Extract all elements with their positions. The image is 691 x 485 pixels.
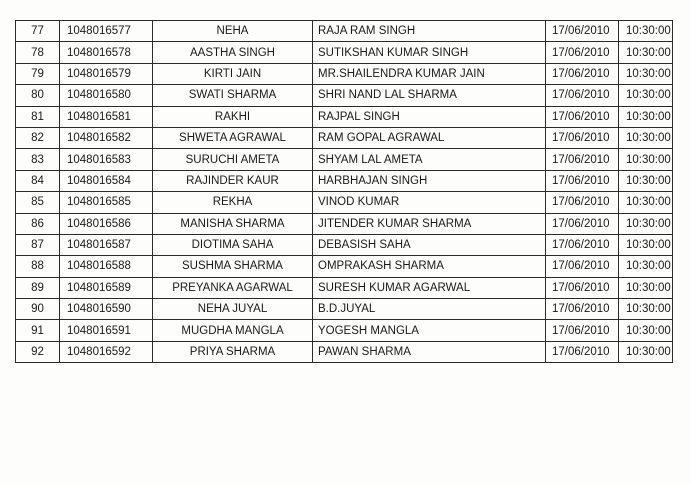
father-name: RAJA RAM SINGH <box>313 21 546 42</box>
exam-time: 10:30:00 <box>619 341 673 362</box>
table-row <box>16 127 673 148</box>
exam-time: 10:30:00 <box>619 277 673 298</box>
candidate-table <box>15 20 673 363</box>
table-row <box>16 299 673 320</box>
exam-time: 10:30:00 <box>619 213 673 234</box>
exam-date: 17/06/2010 <box>546 277 619 298</box>
roll-number: 1048016586 <box>60 213 153 234</box>
father-name: B.D.JUYAL <box>313 299 546 320</box>
exam-date: 17/06/2010 <box>546 21 619 42</box>
roll-number: 1048016577 <box>60 21 153 42</box>
table-row <box>16 341 673 362</box>
exam-date: 17/06/2010 <box>546 42 619 63</box>
exam-date: 17/06/2010 <box>546 341 619 362</box>
candidate-name: NEHA <box>153 21 313 42</box>
roll-number: 1048016581 <box>60 106 153 127</box>
roll-number: 1048016590 <box>60 299 153 320</box>
roll-number: 1048016579 <box>60 63 153 84</box>
exam-date: 17/06/2010 <box>546 149 619 170</box>
serial-number: 85 <box>16 192 60 213</box>
exam-time: 10:30:00 <box>619 149 673 170</box>
serial-number: 87 <box>16 234 60 255</box>
serial-number: 84 <box>16 170 60 191</box>
exam-time: 10:30:00 <box>619 320 673 341</box>
candidate-name: PREYANKA AGARWAL <box>153 277 313 298</box>
exam-date: 17/06/2010 <box>546 106 619 127</box>
candidate-name: REKHA <box>153 192 313 213</box>
serial-number: 81 <box>16 106 60 127</box>
table-row <box>16 21 673 42</box>
candidate-list-sheet <box>15 20 672 363</box>
table-row <box>16 85 673 106</box>
father-name: JITENDER KUMAR SHARMA <box>313 213 546 234</box>
exam-time: 10:30:00 <box>619 170 673 191</box>
serial-number: 92 <box>16 341 60 362</box>
father-name: PAWAN SHARMA <box>313 341 546 362</box>
candidate-name: RAKHI <box>153 106 313 127</box>
roll-number: 1048016580 <box>60 85 153 106</box>
table-row <box>16 234 673 255</box>
candidate-name: SUSHMA SHARMA <box>153 256 313 277</box>
father-name: SHRI NAND LAL SHARMA <box>313 85 546 106</box>
exam-time: 10:30:00 <box>619 85 673 106</box>
exam-date: 17/06/2010 <box>546 320 619 341</box>
table-row <box>16 63 673 84</box>
exam-time: 10:30:00 <box>619 192 673 213</box>
candidate-name: MANISHA SHARMA <box>153 213 313 234</box>
table-row <box>16 170 673 191</box>
roll-number: 1048016589 <box>60 277 153 298</box>
roll-number: 1048016582 <box>60 127 153 148</box>
exam-date: 17/06/2010 <box>546 192 619 213</box>
serial-number: 79 <box>16 63 60 84</box>
exam-date: 17/06/2010 <box>546 256 619 277</box>
father-name: SUTIKSHAN KUMAR SINGH <box>313 42 546 63</box>
serial-number: 89 <box>16 277 60 298</box>
candidate-name: SWATI SHARMA <box>153 85 313 106</box>
table-row <box>16 213 673 234</box>
father-name: RAM GOPAL AGRAWAL <box>313 127 546 148</box>
serial-number: 86 <box>16 213 60 234</box>
exam-time: 10:30:00 <box>619 106 673 127</box>
candidate-name: DIOTIMA SAHA <box>153 234 313 255</box>
father-name: DEBASISH SAHA <box>313 234 546 255</box>
exam-date: 17/06/2010 <box>546 299 619 320</box>
exam-time: 10:30:00 <box>619 63 673 84</box>
exam-date: 17/06/2010 <box>546 170 619 191</box>
roll-number: 1048016584 <box>60 170 153 191</box>
table-row <box>16 42 673 63</box>
candidate-name: SURUCHI AMETA <box>153 149 313 170</box>
roll-number: 1048016585 <box>60 192 153 213</box>
roll-number: 1048016578 <box>60 42 153 63</box>
father-name: SURESH KUMAR AGARWAL <box>313 277 546 298</box>
candidate-name: AASTHA SINGH <box>153 42 313 63</box>
father-name: SHYAM LAL AMETA <box>313 149 546 170</box>
table-row <box>16 256 673 277</box>
roll-number: 1048016592 <box>60 341 153 362</box>
serial-number: 88 <box>16 256 60 277</box>
father-name: MR.SHAILENDRA KUMAR JAIN <box>313 63 546 84</box>
candidate-name: PRIYA SHARMA <box>153 341 313 362</box>
father-name: YOGESH MANGLA <box>313 320 546 341</box>
exam-date: 17/06/2010 <box>546 127 619 148</box>
serial-number: 77 <box>16 21 60 42</box>
table-row <box>16 149 673 170</box>
father-name: RAJPAL SINGH <box>313 106 546 127</box>
candidate-name: MUGDHA MANGLA <box>153 320 313 341</box>
candidate-name: NEHA JUYAL <box>153 299 313 320</box>
exam-time: 10:30:00 <box>619 256 673 277</box>
table-row <box>16 320 673 341</box>
exam-time: 10:30:00 <box>619 21 673 42</box>
serial-number: 78 <box>16 42 60 63</box>
roll-number: 1048016583 <box>60 149 153 170</box>
candidate-name: KIRTI JAIN <box>153 63 313 84</box>
roll-number: 1048016587 <box>60 234 153 255</box>
serial-number: 91 <box>16 320 60 341</box>
exam-date: 17/06/2010 <box>546 213 619 234</box>
exam-time: 10:30:00 <box>619 127 673 148</box>
exam-time: 10:30:00 <box>619 42 673 63</box>
exam-date: 17/06/2010 <box>546 63 619 84</box>
candidate-name: RAJINDER KAUR <box>153 170 313 191</box>
serial-number: 80 <box>16 85 60 106</box>
table-row <box>16 106 673 127</box>
father-name: OMPRAKASH SHARMA <box>313 256 546 277</box>
roll-number: 1048016591 <box>60 320 153 341</box>
serial-number: 83 <box>16 149 60 170</box>
serial-number: 90 <box>16 299 60 320</box>
candidate-name: SHWETA AGRAWAL <box>153 127 313 148</box>
candidate-table-body <box>16 21 673 363</box>
table-row <box>16 277 673 298</box>
father-name: HARBHAJAN SINGH <box>313 170 546 191</box>
serial-number: 82 <box>16 127 60 148</box>
father-name: VINOD KUMAR <box>313 192 546 213</box>
exam-date: 17/06/2010 <box>546 85 619 106</box>
roll-number: 1048016588 <box>60 256 153 277</box>
exam-date: 17/06/2010 <box>546 234 619 255</box>
table-row <box>16 192 673 213</box>
exam-time: 10:30:00 <box>619 234 673 255</box>
exam-time: 10:30:00 <box>619 299 673 320</box>
